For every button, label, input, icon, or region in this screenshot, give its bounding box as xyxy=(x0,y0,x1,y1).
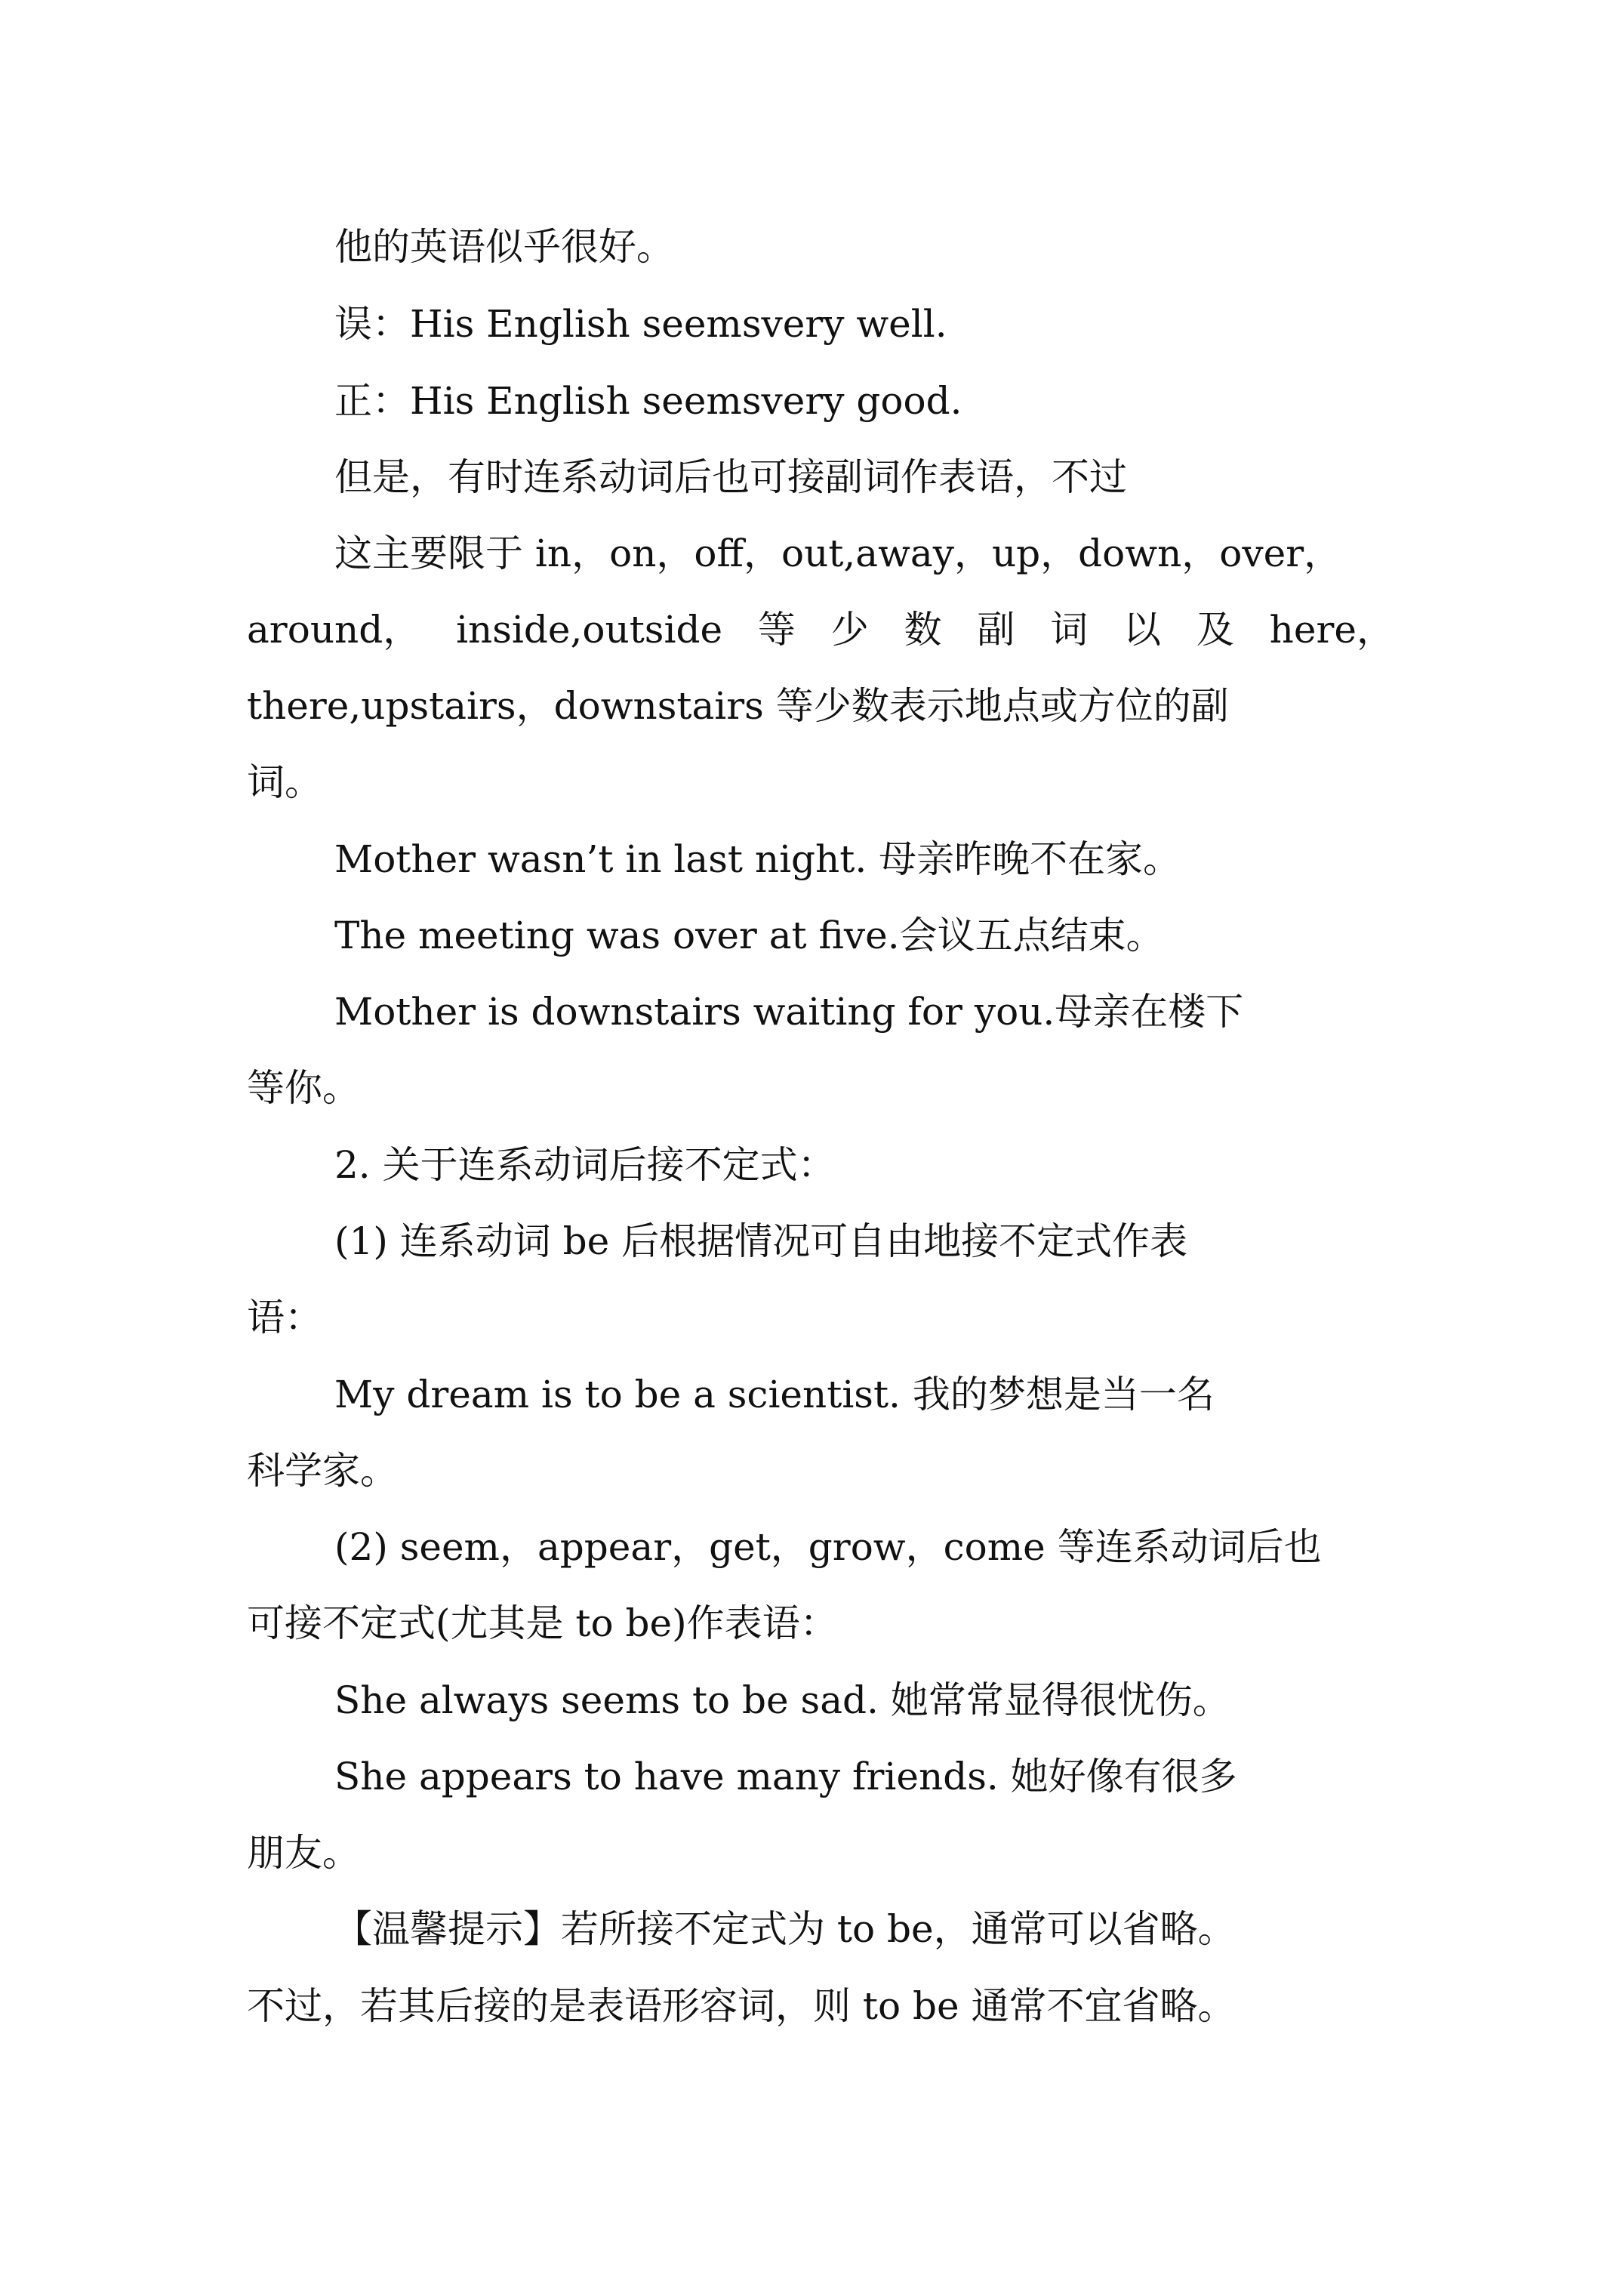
text-line: 等你。 xyxy=(247,1066,360,1110)
word: 数 xyxy=(904,608,942,652)
text-line-justified xyxy=(247,606,1394,654)
text-line: 朋友。 xyxy=(247,1831,360,1875)
text-line: My dream is to be a scientist. 我的梦想是当一名 xyxy=(334,1373,1215,1416)
word: here， xyxy=(1269,608,1394,652)
text-line: 词。 xyxy=(247,760,322,804)
word: inside,outside xyxy=(456,608,723,652)
word: 以 xyxy=(1123,608,1162,652)
text-line: there,upstairs，downstairs 等少数表示地点或方位的副 xyxy=(247,684,1229,728)
text-line: 2. 关于连系动词后接不定式： xyxy=(334,1143,836,1187)
word: 词 xyxy=(1050,608,1089,652)
text-line: 但是，有时连系动词后也可接副词作表语，不过 xyxy=(334,455,1127,499)
text-line: (1) 连系动词 be 后根据情况可自由地接不定式作表 xyxy=(334,1219,1188,1263)
text-line: 这主要限于 in，on，off，out,away，up，down，over， xyxy=(334,532,1342,575)
text-line: Mother is downstairs waiting for you.母亲在楼下 xyxy=(334,990,1244,1034)
text-line: 他的英语似乎很好。 xyxy=(334,225,674,269)
text-line: 科学家。 xyxy=(247,1449,398,1493)
text-line: 误：His English seemsvery well. xyxy=(334,302,947,346)
word: 副 xyxy=(977,608,1015,652)
text-line: The meeting was over at five.会议五点结束。 xyxy=(334,914,1164,957)
word: 等 xyxy=(757,608,796,652)
text-line: 语： xyxy=(247,1296,322,1339)
text-line: Mother wasn’t in last night. 母亲昨晚不在家。 xyxy=(334,837,1181,881)
text-line: She appears to have many friends. 她好像有很多 xyxy=(334,1755,1237,1798)
text-line: 不过，若其后接的是表语形容词，则 to be 通常不宜省略。 xyxy=(247,1984,1236,2028)
text-line: She always seems to be sad. 她常常显得很忧伤。 xyxy=(334,1678,1230,1722)
word: 及 xyxy=(1196,608,1234,652)
word: around， xyxy=(247,608,421,652)
text-line: 正：His English seemsvery good. xyxy=(334,379,962,423)
text-line: 【温馨提示】若所接不定式为 to be，通常可以省略。 xyxy=(334,1907,1236,1951)
text-line: (2) seem，appear，get，grow，come 等连系动词后也 xyxy=(334,1525,1322,1569)
word: 少 xyxy=(830,608,869,652)
text-line: 可接不定式(尤其是 to be)作表语： xyxy=(247,1601,838,1645)
